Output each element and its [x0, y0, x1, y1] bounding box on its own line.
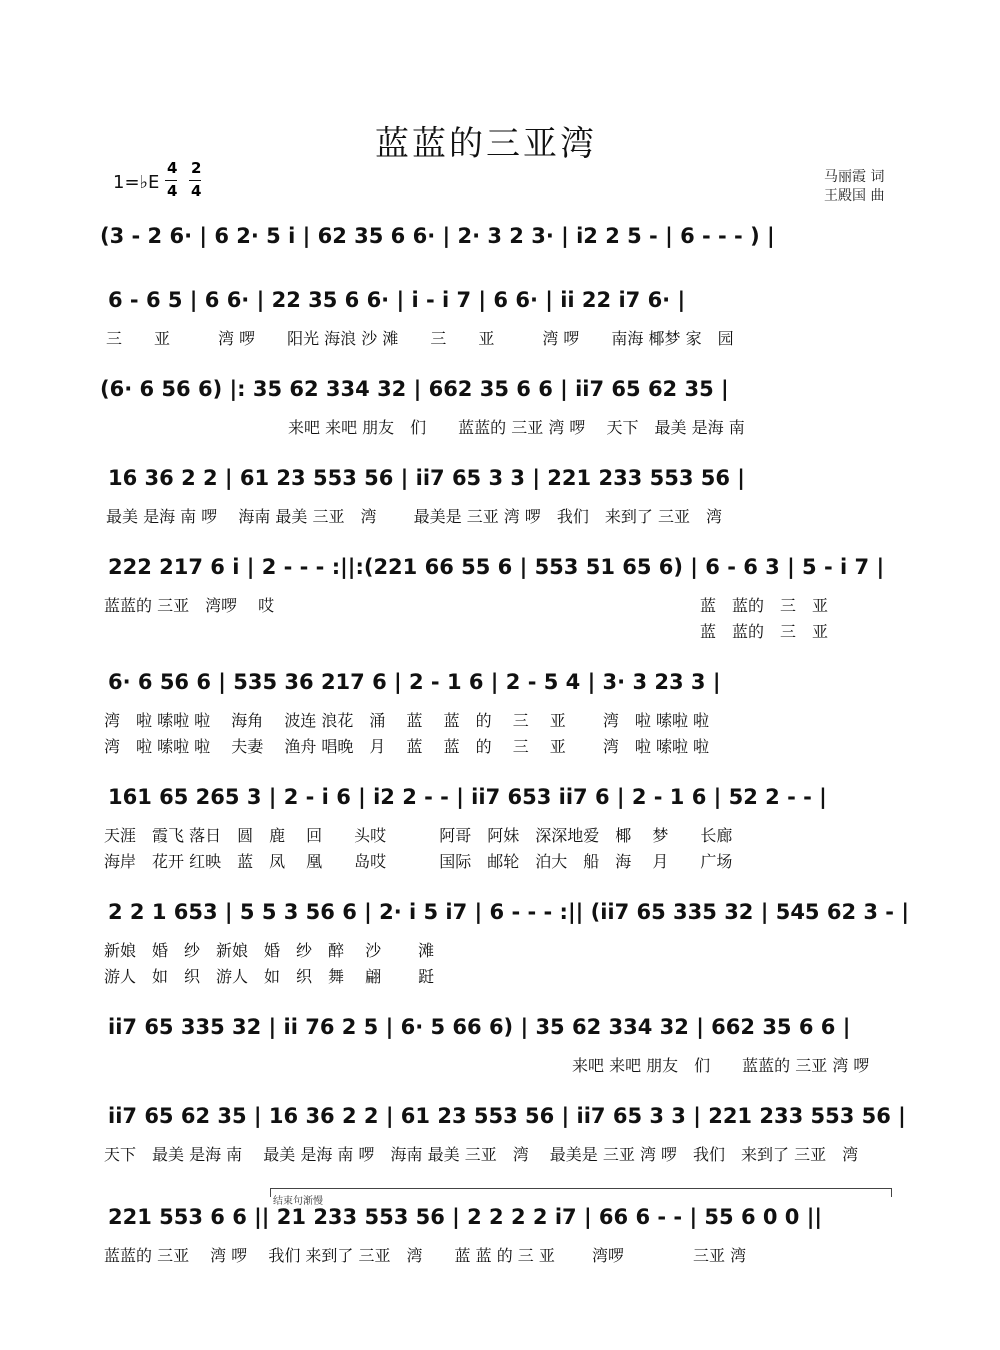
lyric-line-5-verse-1: 蓝蓝的 三亚 湾啰 哎 [104, 596, 275, 615]
notation-line-8: 2 2 1 653 | 5 5 3 56 6 | 2· i 5 i7 | 6 - - - :|| (ii7 65 335 32 | 545 62 3 - | [108, 900, 910, 924]
time-signature-2-line [189, 180, 201, 181]
notation-line-2: 6 - 6 5 | 6 6· | 22 35 6 6· | i - i 7 | 6 6· | ii 22 i7 6· | [108, 288, 686, 312]
lyric-line-9-verse-1: 来吧 来吧 朋友 们 蓝蓝的 三亚 湾 啰 [572, 1056, 870, 1075]
page-title: 蓝蓝的三亚湾 [375, 124, 597, 164]
notation-line-4: 16 36 2 2 | 61 23 553 56 | ii7 65 3 3 | 221 233 553 56 | [108, 466, 745, 490]
time-signature-2-bottom: 4 [191, 182, 202, 200]
lyric-line-3-verse-1: 来吧 来吧 朋友 们 蓝蓝的 三亚 湾 啰 天下 最美 是海 南 [288, 418, 745, 437]
lyric-line-10-verse-1: 天下 最美 是海 南 最美 是海 南 啰 海南 最美 三亚 湾 最美是 三亚 湾 啰 我们 来到了 三亚 湾 [104, 1145, 859, 1164]
notation-line-11: 221 553 6 6 || 21 233 553 56 | 2 2 2 2 i7 | 66 6 - - | 55 6 0 0 || [108, 1205, 823, 1229]
lyric-line-2-verse-1: 三 亚 湾 啰 阳光 海浪 沙 滩 三 亚 湾 啰 南海 椰梦 家 园 [106, 329, 734, 348]
lyricist-credit: 马丽霞 词 [824, 169, 885, 185]
lyric-line-7-verse-1: 天涯 霞飞 落日 圆 鹿 回 头哎 阿哥 阿妹 深深地爱 椰 梦 长廊 [104, 826, 733, 845]
time-signature-1-line [165, 180, 177, 181]
lyric-line-8-verse-1: 新娘 婚 纱 新娘 婚 纱 醉 沙 滩 [104, 941, 435, 960]
key-signature: 1=♭E [113, 172, 160, 193]
lyric-line-7-verse-2: 海岸 花开 红映 蓝 凤 凰 岛哎 国际 邮轮 泊大 船 海 月 广场 [104, 852, 733, 871]
notation-line-9: ii7 65 335 32 | ii 76 2 5 | 6· 5 66 6) | 35 62 334 32 | 662 35 6 6 | [108, 1015, 851, 1039]
notation-line-10: ii7 65 62 35 | 16 36 2 2 | 61 23 553 56 | ii7 65 3 3 | 221 233 553 56 | [108, 1104, 906, 1128]
notation-line-3: (6· 6 56 6) |: 35 62 334 32 | 662 35 6 6 | ii7 65 62 35 | [100, 377, 729, 401]
time-signature-2-top: 2 [191, 159, 202, 177]
lyric-line-4-verse-1: 最美 是海 南 啰 海南 最美 三亚 湾 最美是 三亚 湾 啰 我们 来到了 三亚 湾 [106, 507, 722, 526]
lyric-line-5-verse-2: 蓝 蓝的 三 亚 [700, 596, 829, 615]
lyric-line-11-verse-1: 蓝蓝的 三亚 湾 啰 我们 来到了 三亚 湾 蓝 蓝 的 三 亚 湾啰 三亚 湾 [104, 1246, 747, 1265]
lyric-line-8-verse-2: 游人 如 织 游人 如 织 舞 翩 跹 [104, 967, 435, 986]
notation-line-1: (3 - 2 6· | 6 2· 5 i | 62 35 6 6· | 2· 3 2 3· | i2 2 5 - | 6 - - - ) | [100, 224, 775, 248]
lyric-line-5-verse-3: 蓝 蓝的 三 亚 [700, 622, 829, 641]
ending-phrase-bracket [270, 1188, 892, 1197]
notation-line-7: 161 65 265 3 | 2 - i 6 | i2 2 - - | ii7 653 ii7 6 | 2 - 1 6 | 52 2 - - | [108, 785, 827, 809]
notation-line-6: 6· 6 56 6 | 535 36 217 6 | 2 - 1 6 | 2 - 5 4 | 3· 3 23 3 | [108, 670, 721, 694]
lyric-line-6-verse-1: 湾 啦 嗦啦 啦 海角 波连 浪花 涌 蓝 蓝 的 三 亚 湾 啦 嗦啦 啦 [104, 711, 710, 730]
notation-line-5: 222 217 6 i | 2 - - - :||:(221 66 55 6 | 553 51 65 6) | 6 - 6 3 | 5 - i 7 | [108, 555, 885, 579]
lyric-line-6-verse-2: 湾 啦 嗦啦 啦 夫妻 渔舟 唱晚 月 蓝 蓝 的 三 亚 湾 啦 嗦啦 啦 [104, 737, 710, 756]
time-signature-1-bottom: 4 [167, 182, 178, 200]
composer-credit: 王殿国 曲 [824, 188, 885, 204]
time-signature-1-top: 4 [167, 159, 178, 177]
ending-phrase-annotation: 结束句渐慢 [273, 1196, 323, 1207]
